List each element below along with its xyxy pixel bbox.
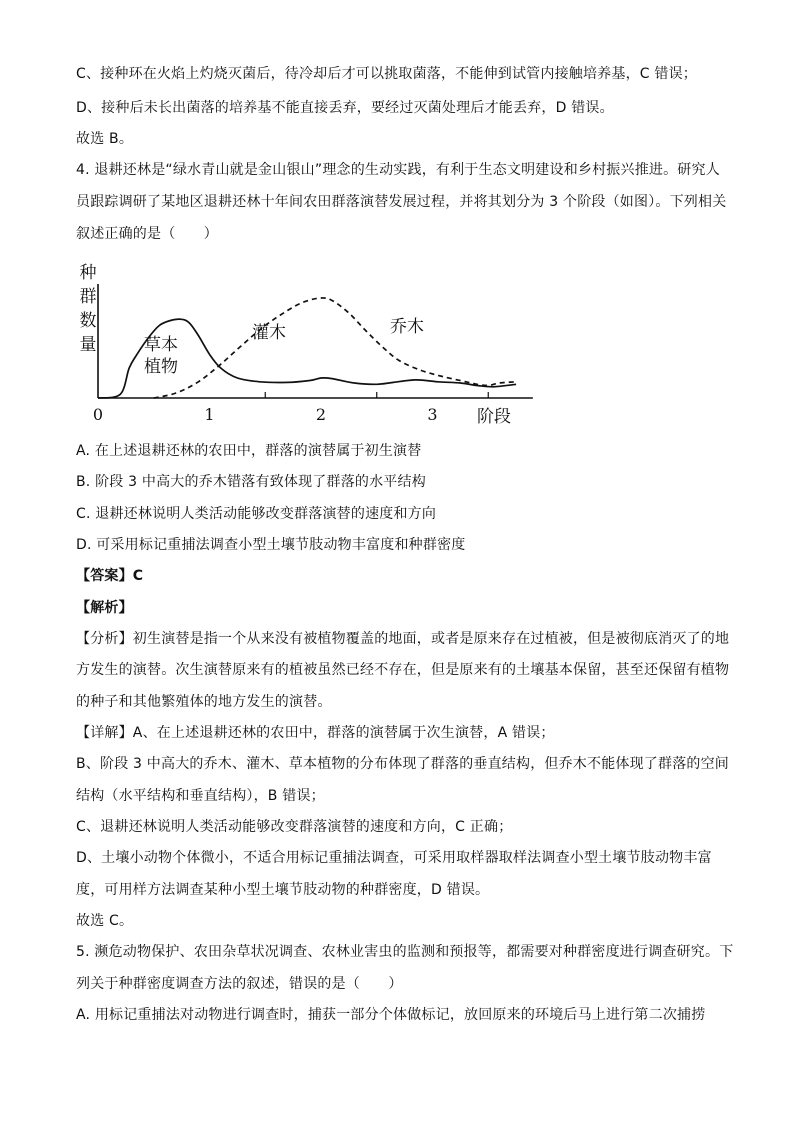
prev-explanation-d: D、接种后未长出菌落的培养基不能直接丢弃，要经过灭菌处理后才能丢弃，D 错误。 [76,100,614,116]
q4-analysis-heading: 【解析】 [76,600,133,616]
y-axis-label-char-3: 数 [79,311,97,331]
q4-detail-b-line-2: 结构（水平结构和垂直结构），B 错误； [76,788,325,804]
x-axis-label: 阶段 [477,407,511,427]
q4-fenxi-line-1: 【分析】初生演替是指一个从来没有被植物覆盖的地面，或者是原来存在过植被，但是被彻底消灭了的地 [76,631,730,647]
y-axis-label-char-4: 量 [79,335,97,355]
q5-stem-line-1: 5. 濒危动物保护、农田杂草状况调查、农林业害虫的监测和预报等，都需要对种群密度进行调查研究。下 [76,944,734,960]
q4-answer: 【答案】C [76,568,144,584]
succession-chart [64,256,534,436]
shrub-curve-label-1: 灌木 [252,323,286,343]
q4-detail-b-line-1: B、阶段 3 中高大的乔木、灌木、草本植物的分布体现了群落的垂直结构，但乔木不能体现了群落的空间 [76,756,730,772]
x-tick-label-3: 3 [427,405,438,424]
y-axis-label-char-1: 种 [79,263,97,283]
succession-chart-svg [64,256,534,436]
q4-option-c: C. 退耕还林说明人类活动能够改变群落演替的速度和方向 [76,506,437,522]
q4-stem-line-1: 4. 退耕还林是“绿水青山就是金山银山”理念的生动实践，有利于生态文明建设和乡村振兴推进。研究人 [76,162,720,178]
q4-detail-c: C、退耕还林说明人类活动能够改变群落演替的速度和方向，C 正确； [76,819,513,835]
q5-option-a: A. 用标记重捕法对动物进行调查时，捕获一部分个体做标记，放回原来的环境后马上进行第二次捕捞 [76,1007,706,1023]
prev-explanation-c: C、接种环在火焰上灼烧灭菌后，待冷却后才可以挑取菌落，不能伸到试管内接触培养基，C 错误； [76,66,697,82]
q4-fenxi-line-2: 方发生的演替。次生演替原来有的植被虽然已经不存在，但是原来有的土壤基本保留，甚至还保留有植物 [76,662,730,678]
x-tick-label-2: 2 [315,405,327,424]
q5-stem-line-2: 列关于种群密度调查方法的叙述，错误的是（ ） [76,976,403,992]
q4-choose: 故选 C。 [76,913,134,929]
herb-curve-label-2: 植物 [144,357,178,377]
prev-choose: 故选 B。 [76,131,134,147]
origin-label: 0 [92,405,104,424]
q4-detail-a: 【详解】A、在上述退耕还林的农田中，群落的演替属于次生演替，A 错误； [76,725,555,741]
chart-labels [80,263,512,427]
q4-option-a: A. 在上述退耕还林的农田中，群落的演替属于初生演替 [76,443,422,459]
q4-detail-d-line-1: D、土壤小动物个体微小，不适合用标记重捕法调查，可采用取样器取样法调查小型土壤节肢动物丰富 [76,850,712,866]
q4-fenxi-line-3: 的种子和其他繁殖体的地方发生的演替。 [76,694,332,710]
y-axis-label-char-2: 群 [79,287,97,307]
q4-option-d: D. 可采用标记重捕法调查小型土壤节肢动物丰富度和种群密度 [76,537,466,553]
herb-curve-label-1: 草本 [144,335,178,355]
q4-stem-line-2: 员跟踪调研了某地区退耕还林十年间农田群落演替发展过程，并将其划分为 3 个阶段（如图）。下列相关 [76,194,727,210]
x-tick-label-1: 1 [204,405,215,424]
tree-curve-label-1: 乔木 [390,317,424,337]
q4-option-b: B. 阶段 3 中高大的乔木错落有致体现了群落的水平结构 [76,474,426,490]
q4-detail-d-line-2: 度，可用样方法调查某种小型土壤节肢动物的种群密度，D 错误。 [76,882,490,898]
q4-stem-line-3: 叙述正确的是（ ） [76,226,218,242]
